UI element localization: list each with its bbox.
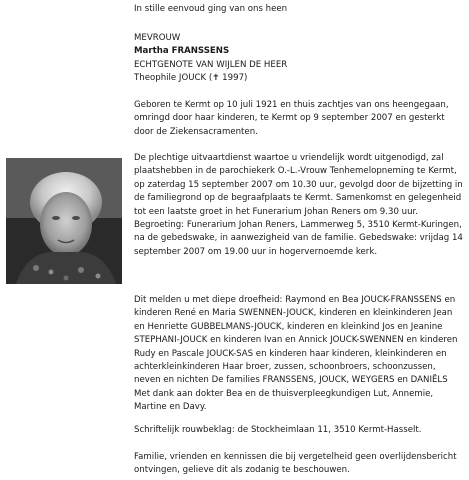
portrait-image <box>6 158 122 284</box>
ceremony-paragraph: De plechtige uitvaartdienst waartoe u vriendelijk wordt uitgenodigd, zal plaatshebben in de parochiekerk O.-L.-Vrouw Tenhemelopneming te Kermt, op zaterdag 15 september 2007 om 10.30 uur, gevolgd door de bijzetting in de familiegrond op de begraafplaats te Kermt. Samenkomst en gelegenheid tot een laatste groet in het Funerarium Johan Reners om 9.30 uur. Begroeting: Funerarium Johan Reners, Lammerweg 5, 3510 Kermt-Kuringen, na de gebedswake, in aanwezigheid van de familie. Gebedswake: vrijdag 14 september 2007 om 19.00 uur in hogervernoemde kerk. <box>134 153 463 257</box>
family-paragraph: Dit melden u met diepe droefheid: Raymond en Bea JOUCK-FRANSSENS en kinderen René en Maria SWENNEN-JOUCK, kinderen en kleinkinderen Jean en Henriette GUBBELMANS-JOUCK, kinderen en kleinkind Jos en Jeanine STEPHANI-JOUCK en kinderen Ivan en Annick JOUCK-SWENNEN en kinderen Rudy en Pascale JOUCK-SAS en kinderen haar kinderen, kleinkinderen en achterkleinkinderen Haar broer, zussen, schoonbroers, schoonzussen, neven en nichten De families FRANSSENS, JOUCK, WEYGERS en DANIËLS Met dank aan dokter Bea en de thuisverpleegkundigen Lut, Annemie, Martine en Davy. <box>134 295 458 413</box>
deceased-title: MEVROUW <box>134 33 181 43</box>
deceased-block <box>134 32 464 86</box>
closing-paragraph: Familie, vrienden en kennissen die bij vergetelheid geen overlijdensbericht ontvingen, gelieve dit als zodanig te beschouwen. <box>134 452 457 476</box>
deceased-spouse: Theophile JOUCK (✝ 1997) <box>134 73 248 84</box>
deceased-relation: ECHTGENOTE VAN WIJLEN DE HEER <box>134 59 288 70</box>
deceased-name: Martha FRANSSENS <box>134 46 230 57</box>
intro-line: In stille eenvoud ging van ons heen <box>134 4 288 14</box>
birth-paragraph: Geboren te Kermt op 10 juli 1921 en thuis zachtjes van ons heengegaan, omringd door haar kinderen, te Kermt op 9 september 2007 en gesterkt door de Ziekensacramenten. <box>134 100 449 137</box>
condolence-paragraph: Schriftelijk rouwbeklag: de Stockheimlaan 11, 3510 Kermt-Hasselt. <box>134 425 422 435</box>
portrait-photo <box>6 158 122 284</box>
